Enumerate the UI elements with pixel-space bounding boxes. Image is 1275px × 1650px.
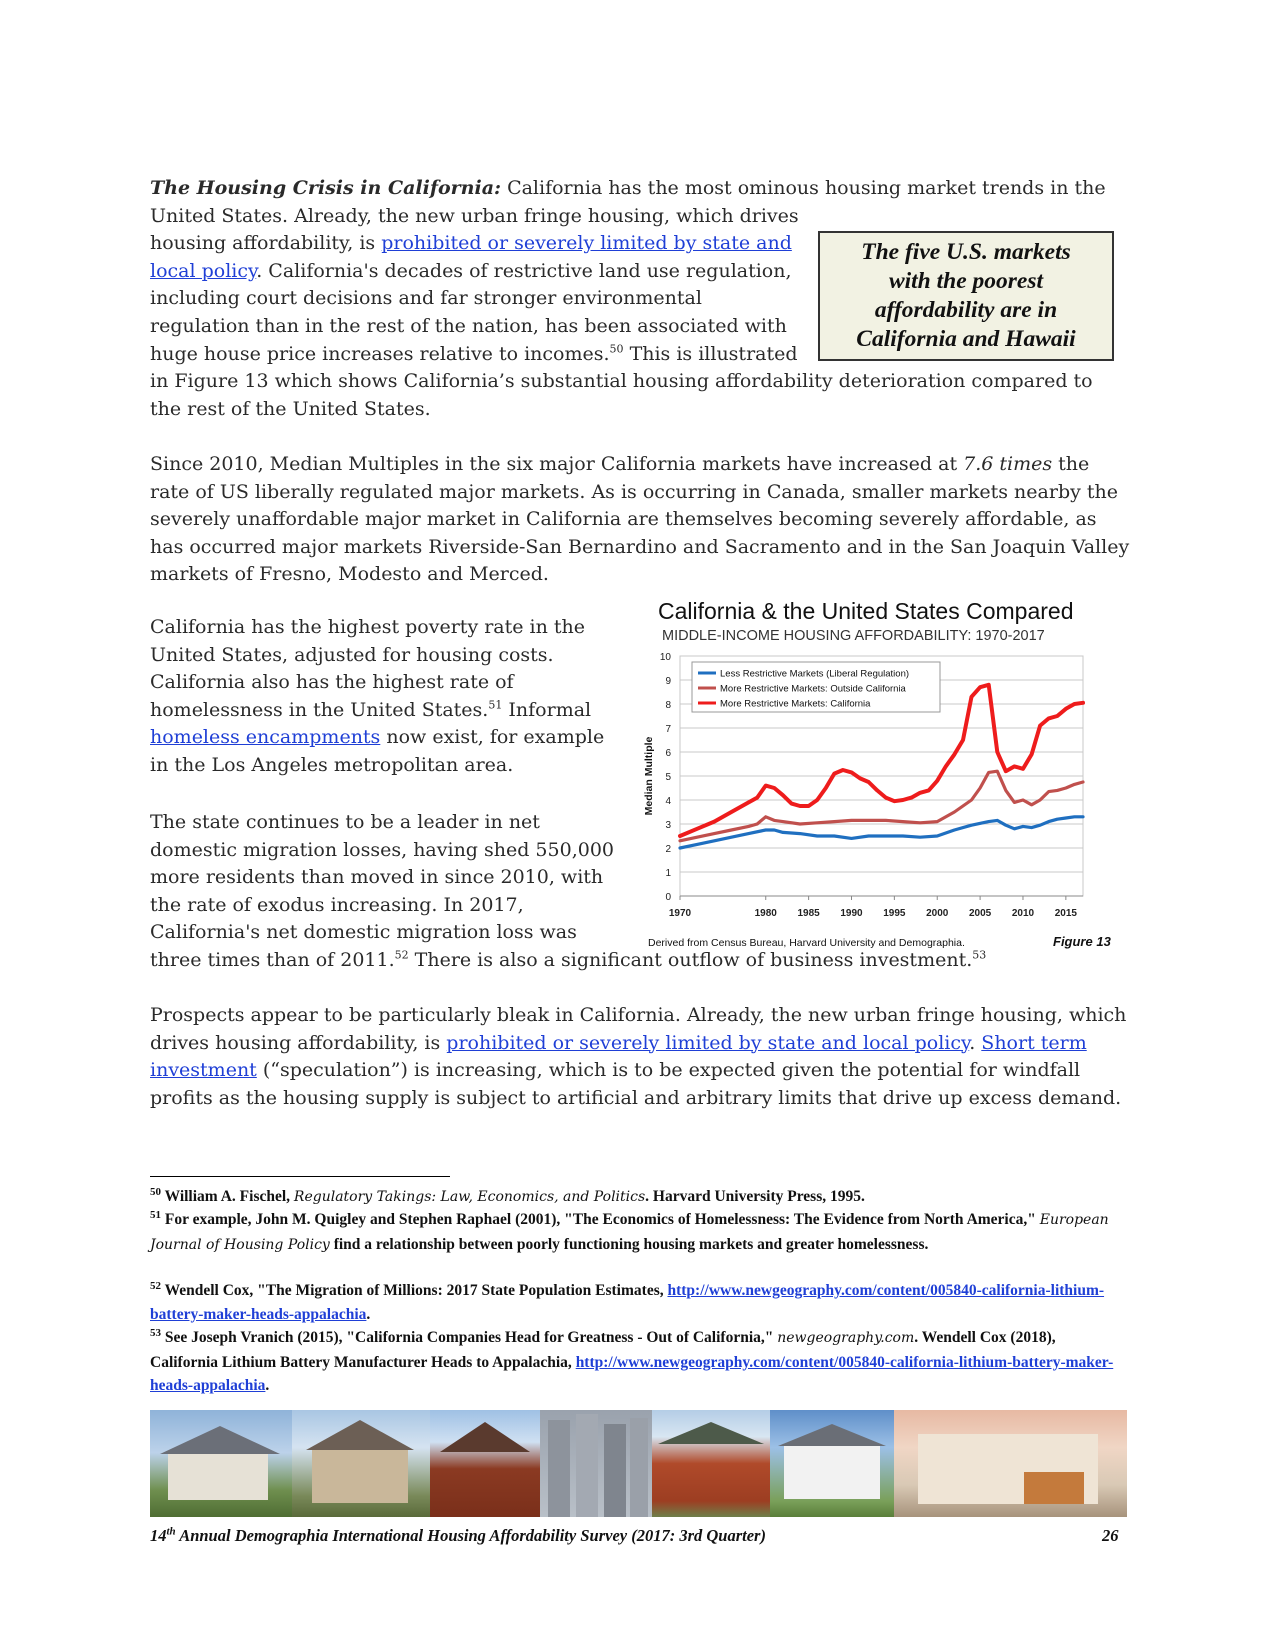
- photo-house-1: [150, 1410, 292, 1517]
- footnote-50: $^{50}$ William A. Fischel, Regulatory Takings: Law, Economics, and Politics. Harvard University Press, 1995.: [150, 1185, 865, 1205]
- photo-house-6: [770, 1410, 894, 1517]
- y-tick-label: 0: [665, 892, 671, 903]
- chart-source: Derived from Census Bureau, Harvard University and Demographia.: [648, 937, 965, 949]
- y-tick-label: 4: [665, 796, 671, 807]
- figure-label: Figure 13: [1053, 934, 1111, 949]
- footnote-ref[interactable]: 50: [609, 342, 624, 356]
- policy-link-2[interactable]: prohibited or severely limited by state and local policy: [446, 1031, 970, 1054]
- footnote-52-link[interactable]: http://www.newgeography.com/content/005840-california-lithium-battery-maker-heads-appalachia: [150, 1282, 1105, 1323]
- photo-house-2: [292, 1410, 430, 1517]
- legend-entry: Less Restrictive Markets (Liberal Regulation): [720, 668, 910, 680]
- policy-link-cont[interactable]: local policy: [150, 259, 257, 282]
- x-tick-label: 2015: [1054, 908, 1077, 919]
- x-tick-label: 1990: [840, 908, 863, 919]
- y-tick-label: 10: [659, 652, 671, 663]
- section-migration: The state continues to be a leader in net domestic migration losses, having shed 550,000 more residents than moved in since 2010, with the rate of exodus increasing. In 2017, California's net domestic migration loss was three times than of 2011.52 There is also a significant outflow of business investment.$^{53}$: [150, 811, 987, 971]
- chart-legend: [692, 662, 940, 712]
- y-tick-label: 7: [665, 724, 671, 735]
- legend-entry: More Restrictive Markets: Outside California: [720, 683, 906, 695]
- homeless-encampments-link[interactable]: homeless encampments: [150, 726, 381, 749]
- photo-towers-4: [540, 1410, 652, 1517]
- photo-house-5: [652, 1410, 770, 1517]
- callout-box: The five U.S. markets with the poorest affordability are in California and Hawaii: [818, 231, 1114, 361]
- footnote-53: $^{53}$ See Joseph Vranich (2015), "California Companies Head for Greatness - Out of California," newgeography.com. Wendell Cox (2018), California Lithium Battery Manufacturer Heads to Appalachia, http://www.newgeography.com/content/005840-california-lithium-battery-maker-heads-appalachia.: [150, 1326, 1114, 1394]
- x-tick-label: 2010: [1011, 908, 1035, 919]
- footnote-ref[interactable]: 52: [394, 948, 409, 962]
- chart-subtitle: MIDDLE-INCOME HOUSING AFFORDABILITY: 1970-2017: [662, 628, 1045, 644]
- y-tick-label: 2: [665, 844, 671, 855]
- footnote-53-link[interactable]: http://www.newgeography.com/content/005840-california-lithium-battery-maker-heads-appalachia: [150, 1353, 1114, 1394]
- section-prospects: Prospects appear to be particularly bleak in California. Already, the new urban fringe housing, which drives housing affordability, is prohibited or severely limited by state and local policy. Short term investment (“speculation”) is increasing, which is to be expected given the potential for windfall profits as the housing supply is subject to artificial and arbitrary limits that drive up excess demand.: [150, 1004, 1127, 1109]
- chart-title: California & the United States Compared: [658, 598, 1074, 624]
- photo-house-3: [430, 1410, 540, 1517]
- footnote-ref[interactable]: 51: [488, 698, 503, 712]
- section-median-multiples: Since 2010, Median Multiples in the six major California markets have increased at 7.6 times the rate of US liberally regulated major markets. As is occurring in Canada, smaller markets nearby the severely unaffordable major market in California are themselves becoming severely affordable, as has occurred major markets Riverside-San Bernardino and Sacramento and in the San Joaquin Valley markets of Fresno, Modesto and Merced.: [150, 453, 1130, 586]
- x-tick-label: 1970: [668, 908, 692, 919]
- y-tick-label: 6: [665, 748, 671, 759]
- y-axis-label: Median Multiple: [643, 736, 655, 816]
- footnote-52: $^{52}$ Wendell Cox, "The Migration of Millions: 2017 State Population Estimates, http://www.newgeography.com/content/005840-california-lithium-battery-maker-heads-appalachia.: [150, 1279, 1105, 1323]
- legend-entry: More Restrictive Markets: California: [720, 698, 871, 710]
- y-tick-label: 5: [665, 772, 671, 783]
- footnote-51: $^{51}$ For example, John M. Quigley and Stephen Raphael (2001), "The Economics of Homelessness: The Evidence from North America," European Journal of Housing Policy find a relationship between poorly functioning housing markets and greater homelessness.: [150, 1208, 1109, 1253]
- policy-link[interactable]: prohibited or severely limited by state and: [381, 232, 792, 255]
- x-tick-label: 2005: [968, 908, 992, 919]
- y-tick-label: 9: [665, 676, 671, 687]
- x-tick-label: 1985: [797, 908, 820, 919]
- x-tick-label: 1980: [754, 908, 777, 919]
- section-heading: The Housing Crisis in California:: [150, 177, 502, 199]
- short-term-investment-link[interactable]: Short term investment: [150, 1031, 1087, 1082]
- x-tick-label: 2000: [926, 908, 949, 919]
- x-tick-label: 1995: [883, 908, 906, 919]
- y-tick-label: 3: [665, 820, 671, 831]
- house-photo-strip: [150, 1410, 1127, 1517]
- section-housing-crisis: The Housing Crisis in California: California has the most ominous housing market trends in the United States. Already, the new urban fringe housing, which drives housing affordability, is prohibited or severely limited by state and local policy. California's decades of restrictive land use regulation, including court decisions and far stronger environmental regulation than in the rest of the nation, has been associated with huge house price increases relative to incomes.$^{50}$ This is illustrated in Figure 13 which shows California’s substantial housing affordability deterioration compared to the rest of the United States.: [150, 177, 1106, 420]
- y-tick-label: 8: [665, 700, 671, 711]
- footer-title: 14th Annual Demographia International Housing Affordability Survey (2017: 3rd Quarter): [150, 1525, 766, 1545]
- footnote-ref[interactable]: 53: [972, 948, 987, 962]
- page-number: 26: [1102, 1526, 1119, 1545]
- section-poverty: California has the highest poverty rate in the United States, adjusted for housing costs. California also has the highest rate of homelessness in the United States.$^{51}$ Informal homeless encampments now exist, for example in the Los Angeles metropolitan area.: [150, 616, 605, 776]
- chart: [640, 648, 1100, 933]
- y-tick-label: 1: [665, 868, 671, 879]
- photo-house-7: [894, 1410, 1127, 1517]
- footnote-divider: [150, 1176, 450, 1177]
